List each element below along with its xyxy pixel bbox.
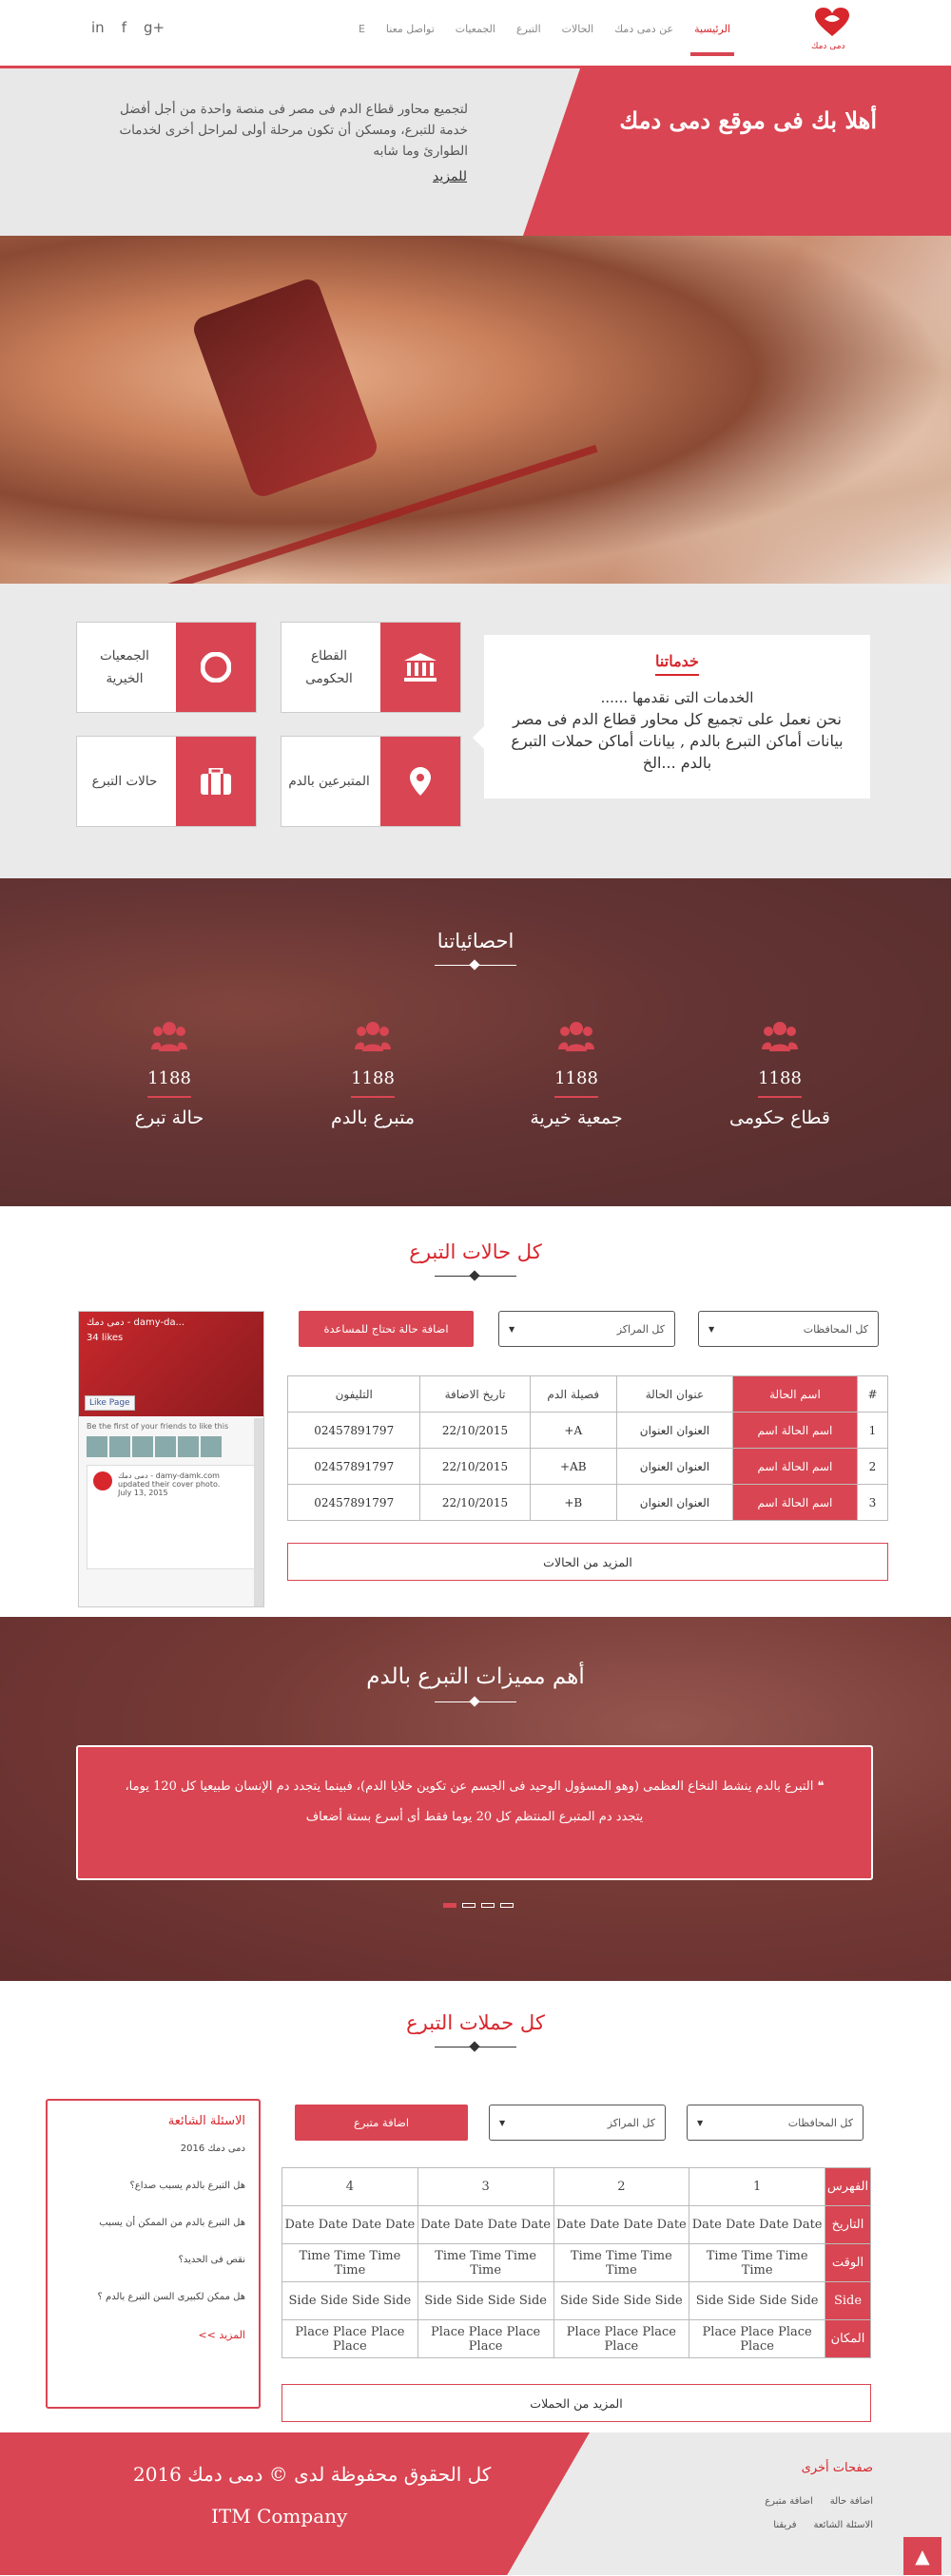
stats-divider xyxy=(435,960,516,971)
users-icon xyxy=(558,1021,594,1053)
menu-item-contact[interactable]: تواصل معنا xyxy=(385,23,435,35)
cell-date: Date Date Date Date xyxy=(282,2206,418,2244)
services-subtitle: الخدمات التى نقدمها ...... xyxy=(600,689,754,706)
card-cases[interactable] xyxy=(76,736,257,827)
stat-bar xyxy=(147,1096,191,1098)
stat-number: 1188 xyxy=(351,1068,395,1088)
table-row xyxy=(282,2168,871,2206)
cell-time: Time Time Time Time xyxy=(417,2244,553,2282)
stat-government xyxy=(713,1021,846,1128)
main-menu xyxy=(359,23,730,35)
menu-item-about[interactable]: عن دمى دمك xyxy=(614,23,674,35)
tube-shape xyxy=(125,445,597,584)
campaigns-title: كل حملات التبرع xyxy=(406,2011,545,2034)
cell-index: 1 xyxy=(858,1413,888,1449)
cell-address: العنوان العنوان xyxy=(616,1413,732,1449)
scroll-to-top-button[interactable] xyxy=(903,2537,941,2575)
slider-dots xyxy=(443,1903,514,1908)
facebook-like-button[interactable]: Like Page xyxy=(85,1395,135,1411)
hero-title: أهلا بك فى موقع دمى دمك xyxy=(619,106,877,134)
map-marker-icon xyxy=(380,737,460,826)
row-header-place: المكان xyxy=(825,2320,871,2358)
cases-center-select[interactable] xyxy=(498,1311,675,1347)
cell-date: 22/10/2015 xyxy=(420,1413,530,1449)
cell-phone: 02457891797 xyxy=(288,1413,420,1449)
slider-dot[interactable] xyxy=(481,1903,495,1908)
arrow-up-icon: ▲ xyxy=(915,2545,930,2567)
footer-company: ITM Company xyxy=(211,2505,348,2528)
social-links xyxy=(91,19,165,36)
footer-link-add-case[interactable]: اضافة حالة xyxy=(829,2496,873,2507)
cell-blood-type: A+ xyxy=(530,1413,616,1449)
faq-title: الاسئلة الشائعة xyxy=(167,2114,245,2128)
caret-down-icon: ▼ xyxy=(697,2118,704,2127)
services-title: خدماتنا xyxy=(655,652,699,676)
site-logo[interactable] xyxy=(802,8,861,55)
cell-date: Date Date Date Date xyxy=(553,2206,689,2244)
row-header-index: الفهرس xyxy=(825,2168,871,2206)
features-section xyxy=(0,1617,951,1981)
add-donor-button[interactable]: اضافة متبرع xyxy=(295,2105,468,2141)
cell-place: Place Place Place Place xyxy=(553,2320,689,2358)
facebook-icon[interactable]: f xyxy=(121,19,126,36)
col-address: عنوان الحالة xyxy=(616,1376,732,1413)
card-donors[interactable] xyxy=(281,736,461,827)
facebook-post xyxy=(87,1465,256,1569)
campaigns-governorate-select[interactable] xyxy=(687,2105,864,2141)
facebook-likes: 34 likes xyxy=(87,1333,124,1343)
users-icon xyxy=(151,1021,187,1053)
card-charities[interactable] xyxy=(76,622,257,713)
users-icon xyxy=(355,1021,391,1053)
services-section xyxy=(0,584,951,878)
cell-date: Date Date Date Date xyxy=(417,2206,553,2244)
post-text: updated their cover photo. xyxy=(118,1480,221,1489)
blood-donation-photo xyxy=(0,236,951,584)
stat-label: قطاع حكومى xyxy=(729,1107,830,1128)
friend-avatar xyxy=(155,1436,176,1457)
users-icon xyxy=(762,1021,798,1053)
campaigns-divider xyxy=(435,2042,516,2053)
cell-index: 4 xyxy=(282,2168,418,2206)
bank-icon xyxy=(380,623,460,712)
stat-label: متبرع بالدم xyxy=(330,1107,416,1128)
footer xyxy=(0,2432,951,2575)
cases-title: كل حالات التبرع xyxy=(409,1240,542,1263)
stat-label: جمعية خيرية xyxy=(530,1107,623,1128)
faq-question[interactable]: هل ممكن لكبيرى السن التبرع بالدم ؟ xyxy=(97,2292,245,2302)
slider-dot[interactable] xyxy=(443,1903,456,1908)
table-row[interactable] xyxy=(282,2206,871,2244)
stat-charities xyxy=(510,1021,643,1128)
menu-item-language[interactable]: E xyxy=(358,23,365,35)
stat-cases xyxy=(103,1021,236,1128)
friend-avatar xyxy=(201,1436,222,1457)
google-plus-icon[interactable]: g+ xyxy=(143,19,165,36)
cell-side: Side Side Side Side xyxy=(553,2282,689,2320)
cell-name[interactable]: اسم الحالة اسم xyxy=(732,1449,857,1485)
card-cases-label: حالات التبرع xyxy=(91,774,158,789)
cases-table xyxy=(287,1375,888,1521)
faq-question[interactable]: نقص فى الحديد؟ xyxy=(178,2255,245,2265)
footer-other-pages xyxy=(692,2461,873,2530)
facebook-scrollbar[interactable] xyxy=(254,1418,263,1606)
blood-bag-shape xyxy=(190,276,380,500)
features-title: أهم مميزات التبرع بالدم xyxy=(366,1664,585,1689)
stat-bar xyxy=(554,1096,598,1098)
footer-link-add-donor[interactable]: اضافة متبرع xyxy=(765,2496,813,2507)
col-index: # xyxy=(858,1376,888,1413)
stat-donors xyxy=(306,1021,439,1128)
cell-side: Side Side Side Side xyxy=(282,2282,418,2320)
slider-dot[interactable] xyxy=(462,1903,476,1908)
cell-blood-type: B+ xyxy=(530,1485,616,1521)
footer-link-faq[interactable]: الاسئلة الشائعة xyxy=(813,2520,873,2530)
menu-item-cases[interactable]: الحالات xyxy=(561,23,594,35)
services-info-box xyxy=(484,635,870,798)
slider-dot[interactable] xyxy=(500,1903,514,1908)
menu-item-associations[interactable]: الجمعيات xyxy=(455,23,495,35)
cell-place: Place Place Place Place xyxy=(282,2320,418,2358)
cell-date: 22/10/2015 xyxy=(420,1449,530,1485)
friend-avatar xyxy=(178,1436,199,1457)
cell-index: 2 xyxy=(858,1449,888,1485)
statistics-section xyxy=(0,878,951,1206)
faq-more-link[interactable]: المزيد >> xyxy=(198,2329,245,2341)
cell-side: Side Side Side Side xyxy=(689,2282,825,2320)
cases-governorate-select[interactable] xyxy=(698,1311,879,1347)
cell-address: العنوان العنوان xyxy=(616,1485,732,1521)
facebook-friends-text: Be the first of your friends to like this xyxy=(87,1422,229,1431)
row-header-time: الوقت xyxy=(825,2244,871,2282)
more-campaigns-button[interactable]: المزيد من الحملات xyxy=(281,2384,871,2422)
cell-name[interactable]: اسم الحالة اسم xyxy=(732,1485,857,1521)
campaigns-table xyxy=(281,2167,871,2358)
cell-date: Date Date Date Date xyxy=(689,2206,825,2244)
cell-index: 3 xyxy=(858,1485,888,1521)
caret-down-icon: ▼ xyxy=(509,1324,515,1334)
briefcase-icon xyxy=(176,737,256,826)
heart-logo-icon xyxy=(815,8,849,38)
caret-down-icon: ▼ xyxy=(708,1324,715,1334)
faq-question[interactable]: دمى دمك 2016 xyxy=(180,2143,245,2154)
faq-box xyxy=(46,2099,261,2409)
quote-text: التبرع بالدم ينشط النخاع العظمى (وهو المسؤول الوحيد فى الجسم عن تكوين خلايا الدم)، فبينما يتجدد دم الإنسان طبيعيا كل 120 يوما، يتجدد دم المتبرع المنتظم كل 20 يوما فقط أى أسرع بستة أضعاف xyxy=(125,1779,814,1824)
friend-avatar xyxy=(109,1436,130,1457)
logo-text: دمى دمك xyxy=(811,42,845,51)
caret-down-icon: ▼ xyxy=(499,2118,506,2127)
cell-place: Place Place Place Place xyxy=(417,2320,553,2358)
footer-link-team[interactable]: فريقنا xyxy=(773,2520,797,2530)
row-header-date: التاريخ xyxy=(825,2206,871,2244)
hero-description: لتجميع محاور قطاع الدم فى مصر فى منصة واحدة من أجل أفضل خدمة للتبرع، ومسكن أن تكون مرحلة أولى لمراحل أخرى لخدمات الطوارئ وما شابه xyxy=(119,102,468,159)
table-row[interactable] xyxy=(282,2244,871,2282)
hero-more-link[interactable]: للمزيد xyxy=(433,169,467,184)
post-date: July 13, 2015 xyxy=(118,1489,168,1497)
cell-phone: 02457891797 xyxy=(288,1485,420,1521)
quote-icon: ❝ xyxy=(813,1779,825,1794)
cell-date: 22/10/2015 xyxy=(420,1485,530,1521)
cell-time: Time Time Time Time xyxy=(282,2244,418,2282)
footer-red-panel xyxy=(0,2432,590,2575)
hero-section xyxy=(0,68,951,236)
select-value: كل المراكز xyxy=(607,2116,655,2129)
col-phone: التليفون xyxy=(288,1376,420,1413)
row-header-side: Side xyxy=(825,2282,871,2320)
col-name: اسم الحالة xyxy=(732,1376,857,1413)
cases-section xyxy=(0,1206,951,1617)
select-value: كل المحافظات xyxy=(787,2116,853,2129)
faq-question[interactable]: هل التبرع بالدم يسبب صداع؟ xyxy=(129,2181,245,2191)
cell-blood-type: AB+ xyxy=(530,1449,616,1485)
cell-name[interactable]: اسم الحالة اسم xyxy=(732,1413,857,1449)
cell-time: Time Time Time Time xyxy=(689,2244,825,2282)
table-row[interactable] xyxy=(288,1485,888,1521)
card-government[interactable] xyxy=(281,622,461,713)
cell-index: 1 xyxy=(689,2168,825,2206)
facebook-widget[interactable] xyxy=(78,1311,264,1607)
cell-place: Place Place Place Place xyxy=(689,2320,825,2358)
table-row[interactable] xyxy=(282,2320,871,2358)
stat-number: 1188 xyxy=(758,1068,802,1088)
stats-title: احصائياتنا xyxy=(437,930,514,952)
facebook-page-name: دمى دمك - damy-da... xyxy=(87,1317,185,1328)
col-date: تاريخ الاضافة xyxy=(420,1376,530,1413)
facebook-faces xyxy=(79,1436,263,1457)
table-row[interactable] xyxy=(282,2282,871,2320)
cell-index: 3 xyxy=(417,2168,553,2206)
table-row[interactable] xyxy=(288,1449,888,1485)
stat-label: حالة تبرع xyxy=(134,1107,204,1128)
cell-time: Time Time Time Time xyxy=(553,2244,689,2282)
post-author: دمى دمك - damy-damk.com xyxy=(118,1471,220,1480)
select-value: كل المراكز xyxy=(616,1322,665,1336)
cell-index: 2 xyxy=(553,2168,689,2206)
faq-question[interactable]: هل التبرع بالدم من الممكن أن يسبب xyxy=(99,2218,245,2228)
add-case-button[interactable]: اضافة حالة تحتاج للمساعدة xyxy=(299,1311,474,1347)
campaigns-section xyxy=(0,1981,951,2432)
features-divider xyxy=(435,1697,516,1708)
friend-avatar xyxy=(132,1436,153,1457)
footer-other-pages-title: صفحات أخرى xyxy=(801,2461,873,2475)
top-navbar xyxy=(0,0,951,68)
stat-number: 1188 xyxy=(554,1068,598,1088)
footer-links xyxy=(692,2496,873,2530)
more-cases-button[interactable]: المزيد من الحالات xyxy=(287,1543,888,1581)
card-government-label: القطاع الحكومى xyxy=(305,648,353,686)
campaigns-center-select[interactable] xyxy=(489,2105,666,2141)
select-value: كل المحافظات xyxy=(803,1322,868,1336)
friend-avatar xyxy=(87,1436,107,1457)
cell-address: العنوان العنوان xyxy=(616,1449,732,1485)
table-row[interactable] xyxy=(288,1413,888,1449)
hero-red-panel xyxy=(523,68,951,236)
col-blood-type: فصيلة الدم xyxy=(530,1376,616,1413)
cell-phone: 02457891797 xyxy=(288,1449,420,1485)
stat-number: 1188 xyxy=(147,1068,191,1088)
card-donors-label: المتبرعين بالدم xyxy=(288,774,370,789)
facebook-cover xyxy=(79,1312,263,1416)
linkedin-icon[interactable]: in xyxy=(91,19,105,36)
cell-side: Side Side Side Side xyxy=(417,2282,553,2320)
menu-item-donation[interactable]: التبرع xyxy=(515,23,541,35)
cases-divider xyxy=(435,1271,516,1282)
footer-copyright: كل الحقوق محفوظة لدى © دمى دمك 2016 xyxy=(133,2463,492,2486)
stat-bar xyxy=(351,1096,395,1098)
card-charities-label: الجمعيات الخيرية xyxy=(100,648,149,686)
services-text: نحن نعمل على تجميع كل محاور قطاع الدم فى مصر بيانات أماكن التبرع بالدم , بيانات أماكن حملات التبرع بالدم ...الخ xyxy=(511,710,844,772)
stat-bar xyxy=(758,1096,802,1098)
features-quote xyxy=(76,1745,873,1880)
menu-item-home[interactable]: الرئيسية xyxy=(694,23,730,35)
table-header-row xyxy=(288,1376,888,1413)
lifebuoy-icon xyxy=(176,623,256,712)
